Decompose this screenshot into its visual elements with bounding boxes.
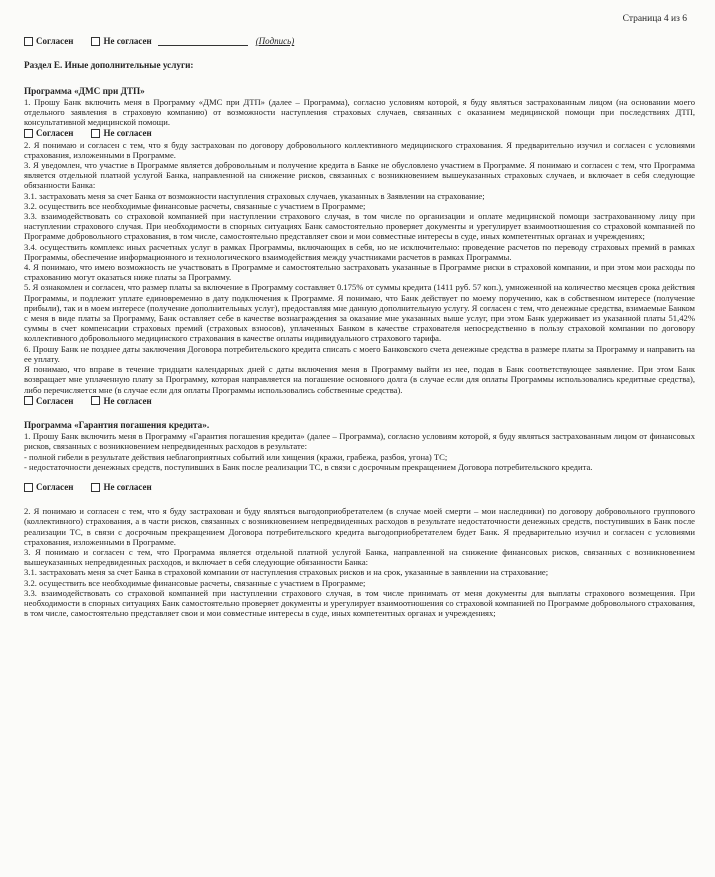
program-dms-consent-row-1: [24, 128, 695, 138]
paragraph: 3.3. взаимодействовать со страховой компанией при наступлении страхового случая, в том числе принимать от меня документы для выплаты страхового возмещения. При необходимости в спорных ситуациях Банк самостоятельно проверяет документы и урегулирует взаимоотношения со страховой компанией по Программе добровольного страхования, в том числе, самостоятельно представляет свои и мои совместные интересы в суде, иных компетентных органах и учреждениях;: [24, 587, 695, 619]
signature-consent-row: [24, 36, 695, 46]
section-title: Раздел Е. Иные дополнительные услуги:: [24, 60, 194, 71]
paragraph: 6. Прошу Банк не позднее даты заключения Договора потребительского кредита списать с моего Банковского счета денежные средства в размере платы за Программу и направить на ее уплату.: [24, 343, 695, 364]
paragraph: 2. Я понимаю и согласен с тем, что я буду застрахован по договору добровольного коллективного медицинского страхования. Я предварительно изучил и согласен с условиями страхования, изложенными в Программе.: [24, 139, 695, 160]
disagree-checkbox-top[interactable]: [91, 36, 151, 46]
disagree-label: Не согласен: [103, 128, 152, 139]
paragraph: 2. Я понимаю и согласен с тем, что я буду застрахован и буду являться выгодоприобретателем (в случае моей смерти – мои наследники) по договору добровольного группового (коллективного) страхования, а в части рисков, связанных с возникновением непредвиденных расходов в результате недостаточности денежных средств, поступивших в Банк после реализации ТС, в связи с досрочным прекращением Договора потребительского кредита выгодоприобретателем будет Банк. Я предварительно изучил и согласен с условиями страхования, изложенными в Программе.: [24, 506, 695, 547]
paragraph: - полной гибели в результате действия неблагоприятных событий или хищения (кражи, грабежа, разбоя, угона) ТС;: [24, 451, 448, 462]
checkbox-icon: [24, 483, 33, 492]
checkbox-icon: [91, 396, 100, 405]
agree-checkbox[interactable]: [24, 128, 73, 138]
program-dms-terms: [24, 140, 695, 395]
paragraph: 3.1. застраховать меня за счет Банка в страховой компании от наступления страховых рисков и на срок, указанные в заявлении на страхование;: [24, 567, 549, 578]
agree-checkbox-top[interactable]: [24, 36, 73, 46]
paragraph: 3.2. осуществить все необходимые финансовые расчеты, связанные с участием в Программе;: [24, 200, 366, 211]
disagree-label: Не согласен: [103, 395, 152, 406]
disagree-label: Не согласен: [103, 481, 152, 492]
agree-checkbox[interactable]: [24, 396, 73, 406]
paragraph: 5. Я ознакомлен и согласен, что размер платы за включение в Программу составляет 0.175% от суммы кредита (1411 руб. 57 коп.), умноженной на количество месяцев срока действия Программы, и подлежит уплате единовременно в дату подключения к Программе. Я понимаю, что Банк действует по моему поручению, как в собственном интересе (получение прибыли), так и в моем интересе (получение дополнительных услуг), предоставляя мне данную дополнительную услугу. Я согласен с тем, что денежные средства, взимаемые Банком с меня в виде платы за Программу, Банк оставляет себе в качестве вознаграждения за оказание мне указанных выше услуг, при этом Банк удерживает из указанной платы 51,42% суммы в счет компенсации страховых премий (страховых взносов), уплаченных Банком в качестве страхователя непосредственно в пользу страховой компании по договору коллективного добровольного медицинского страхования в качестве оплаты индивидуального страхового тарифа.: [24, 282, 695, 344]
paragraph: 3.3. взаимодействовать со страховой компанией при наступлении страхового случая, в том числе по организации и оплате медицинской помощи застрахованному лицу при наступлении страхового случая. При необходимости в спорных ситуациях Банк самостоятельно проверяет документы и урегулирует взаимоотношения со страховой компанией по Программе добровольного страхования, в том числе, самостоятельно представляет свои и мои совместные интересы в суде, иных компетентных органах и учреждениях;: [24, 211, 695, 242]
agree-label: Согласен: [36, 36, 74, 47]
signature-label: (Подпись): [255, 36, 295, 47]
program-dms-title: Программа «ДМС при ДТП»: [24, 85, 145, 96]
paragraph: 3.4. осуществить комплекс иных расчетных услуг в рамках Программы, включающих в себя, но не исключительно: проведение расчетов по переводу страховых премий в рамках Программы, обеспечение информационного и технологического взаимодействия между участниками расчетов в рамках Программы.: [24, 241, 695, 262]
paragraph: 4. Я понимаю, что имею возможность не участвовать в Программе и самостоятельно застраховать указанные в Программе риски в страховой компании, и при этом мои расходы по страхованию могут оказаться ниже платы за Программу.: [24, 262, 695, 283]
checkbox-icon: [91, 129, 100, 138]
paragraph: 1. Прошу Банк включить меня в Программу «ДМС при ДТП» (далее – Программа), согласно условиям которой, я буду являться застрахованным лицом (на основании моего отдельного заявления в страховую компанию) от возможности наступления страховых случаев, связанных с оказанием медицинской помощи при последствиях ДТП, консультативной медицинской помощи.: [24, 96, 695, 128]
signature-line[interactable]: [158, 37, 248, 46]
program-guarantee-intro: [24, 431, 695, 472]
disagree-label: Не согласен: [103, 36, 152, 47]
checkbox-icon: [24, 396, 33, 405]
paragraph: - недостаточности денежных средств, поступивших в Банк после реализации ТС, в связи с досрочным прекращением Договора потребительского кредита.: [24, 461, 593, 472]
paragraph: 1. Прошу Банк включить меня в Программу «Гарантия погашения кредита» (далее – Программа), согласно условиям которой, я буду являться застрахованным лицом от финансовых рисков, связанных с возникновением непредвиденных расходов в результате:: [24, 431, 695, 452]
disagree-checkbox[interactable]: [91, 482, 151, 492]
paragraph: 3.2. осуществить все необходимые финансовые расчеты, связанные с участием в Программе;: [24, 577, 366, 588]
program-guarantee-title: Программа «Гарантия погашения кредита».: [24, 419, 210, 430]
agree-label: Согласен: [36, 481, 74, 492]
paragraph: 3. Я понимаю и согласен с тем, что Программа является отдельной платной услугой Банка, направленной на снижение финансовых рисков, связанных с возникновением вышеуказанных непредвиденных расходов, и включает в себя следующие обязанности Банка:: [24, 546, 695, 568]
program-guarantee-consent-row: [24, 482, 695, 492]
checkbox-icon: [24, 129, 33, 138]
paragraph: 3.1. застраховать меня за счет Банка от возможности наступления страховых случаев, указанных в Заявлении на страхование;: [24, 190, 485, 201]
paragraph: 3. Я уведомлен, что участие в Программе является добровольным и получение кредита в Банке не обусловлено участием в Программе. Я понимаю и согласен с тем, что Программа является отдельной платной услугой Банка, направленной на снижение рисков, связанных с возникновением вышеуказанных страховых случаев, и включает в себя следующие обязанности Банка:: [24, 160, 695, 191]
page-number: Страница 4 из 6: [622, 14, 687, 24]
agree-label: Согласен: [36, 128, 74, 139]
program-dms-consent-row-2: [24, 396, 695, 406]
checkbox-icon: [24, 37, 33, 46]
checkbox-icon: [91, 483, 100, 492]
program-dms-intro: [24, 97, 695, 128]
disagree-checkbox[interactable]: [91, 396, 151, 406]
paragraph: Я понимаю, что вправе в течение тридцати календарных дней с даты включения меня в Программу выйти из нее, подав в Банк соответствующее заявление. При этом Банк возвращает мне уплаченную плату за Программу, которая направляется на погашение основного долга (в случае если для оплаты Программы использовались кредитные средства), либо перечисляется мне (в случае если для оплаты Программы использовались собственные средства).: [24, 364, 695, 395]
program-guarantee-terms: [24, 506, 695, 618]
disagree-checkbox[interactable]: [91, 128, 151, 138]
agree-checkbox[interactable]: [24, 482, 73, 492]
checkbox-icon: [91, 37, 100, 46]
agree-label: Согласен: [36, 395, 74, 406]
